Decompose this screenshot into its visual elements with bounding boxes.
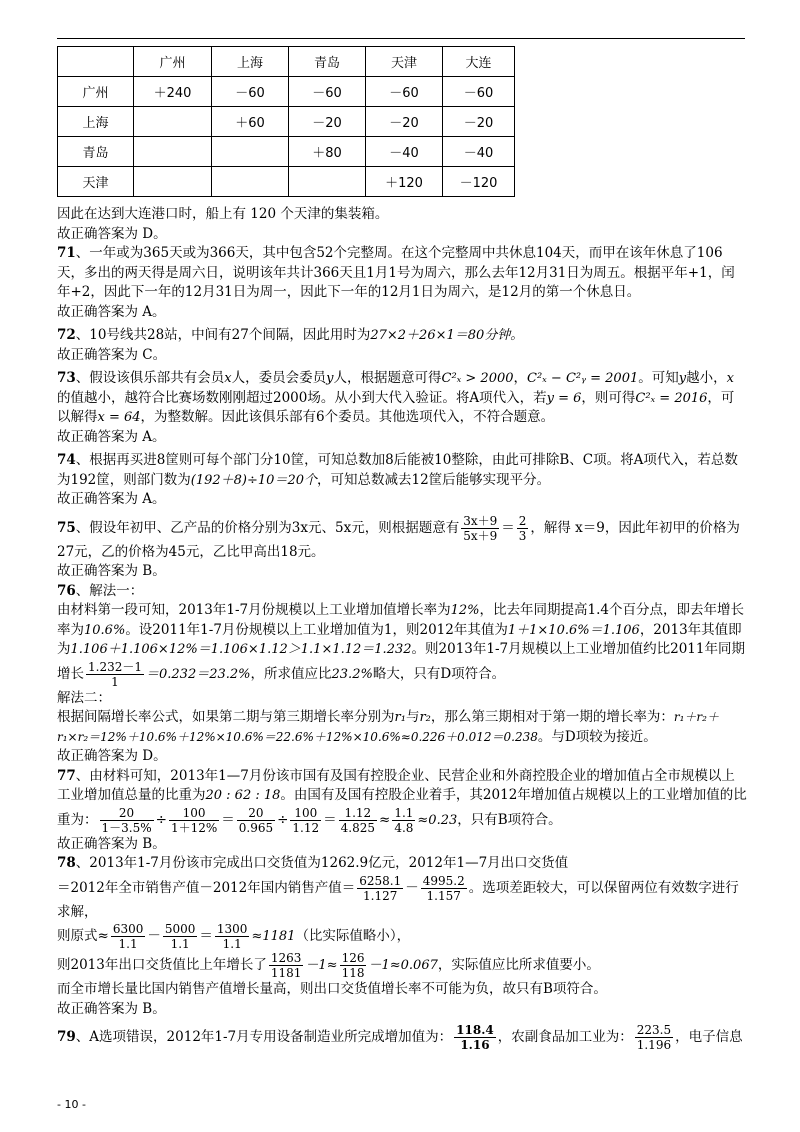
a77-ratio: 20 : 62 : 18 bbox=[205, 788, 281, 803]
a79-t2: ，农副食品加工业为： bbox=[497, 1029, 633, 1045]
a72-formula: 27×2＋26×1＝80分钟。 bbox=[370, 328, 524, 343]
table-cell: －60 bbox=[212, 77, 289, 107]
a79-frac1 bbox=[454, 1023, 496, 1052]
shipping-table bbox=[57, 46, 515, 197]
table-cell: 上海 bbox=[58, 107, 134, 137]
a76-f2: 1.106＋1.106×12%＝1.106×1.12＞1.1×1.12＝1.232 bbox=[70, 642, 412, 657]
table-cell: ＋240 bbox=[134, 77, 212, 107]
a78-g2n: 5000 bbox=[164, 922, 196, 936]
table-cell: ＋60 bbox=[212, 107, 289, 137]
a77-frac3 bbox=[237, 806, 275, 835]
a78-h1n: 1263 bbox=[270, 951, 302, 965]
a71-answer: 故正确答案为 A。 bbox=[57, 303, 166, 320]
a73-f5: x = 64 bbox=[97, 410, 141, 425]
a77-num: 77 bbox=[57, 767, 76, 784]
a78-frac2 bbox=[421, 874, 467, 903]
a76-fn: 1.232－1 bbox=[88, 659, 142, 674]
a74-text bbox=[57, 451, 747, 490]
a78-answer: 故正确答案为 B。 bbox=[57, 1000, 166, 1017]
table-row bbox=[58, 167, 515, 197]
a73-t6: 的值越小，越符合比赛场数刚刚超过2000场。从小到大代入验证。将A项代入，若 bbox=[57, 389, 547, 406]
a78-h4: －1≈0.067 bbox=[368, 958, 438, 973]
a73-t9: ，为整数解。因此该俱乐部有6个委员。其他选项代入，不符合题意。 bbox=[140, 409, 555, 425]
table-row bbox=[58, 107, 515, 137]
a74-formula: (192＋8)÷10＝20个 bbox=[190, 472, 317, 488]
a70-answer: 故正确答案为 D。 bbox=[57, 225, 167, 242]
table-cell bbox=[212, 137, 289, 167]
table-cell: 青岛 bbox=[58, 137, 134, 167]
table-cell bbox=[289, 167, 366, 197]
a79-text bbox=[57, 1023, 747, 1052]
a76-t1: 由材料第一段可知，2013年1-7月份规模以上工业增加值增长率为 bbox=[57, 602, 451, 618]
a77-div1: ÷ bbox=[155, 811, 167, 828]
a78-line2 bbox=[57, 874, 747, 923]
a77-tail: ≈0.23 bbox=[417, 812, 458, 828]
a76-method2-head: 解法二： bbox=[57, 689, 111, 706]
answer-content bbox=[57, 205, 747, 1052]
a73-vx: x bbox=[224, 371, 232, 386]
a77-frac1 bbox=[100, 806, 154, 835]
a76-t0: 、解法一： bbox=[75, 582, 144, 599]
table-cell: －20 bbox=[289, 107, 366, 137]
a78-t3: 。选项差距较大，可以保留两位有效数字进行求解， bbox=[57, 879, 739, 920]
a77-f1n: 20 bbox=[100, 806, 154, 821]
a77-div2: ÷ bbox=[277, 811, 289, 828]
page-number: - 10 - bbox=[57, 1098, 86, 1111]
a75-frac1 bbox=[461, 514, 499, 543]
table-cell bbox=[212, 167, 289, 197]
a77-f6n: 1.1 bbox=[394, 805, 414, 820]
a73-t2: 人，委员会委员 bbox=[231, 370, 327, 386]
a78-h3n: 126 bbox=[341, 951, 365, 965]
a72-text bbox=[57, 326, 747, 346]
a77-f5d: 4.825 bbox=[340, 820, 375, 835]
table-cell: ＋120 bbox=[366, 167, 443, 197]
a78-num: 78 bbox=[57, 855, 76, 871]
a76-t11: 。与D项较为接近。 bbox=[537, 728, 657, 745]
a73-t8: ，可以解得 bbox=[57, 389, 735, 425]
table-cell bbox=[134, 137, 212, 167]
table-cell: －40 bbox=[366, 137, 443, 167]
table-cell: 广州 bbox=[58, 77, 134, 107]
a73-t5: 越小， bbox=[686, 370, 727, 386]
a78-t1: 、2013年1-7月份该市完成出口交货值为1262.9亿元，2012年1—7月出口交货值 bbox=[75, 855, 569, 871]
a77-frac4 bbox=[290, 806, 321, 835]
a78-f1d: 1.127 bbox=[363, 888, 398, 903]
table-cell: 青岛 bbox=[289, 47, 366, 77]
a77-eq2: ＝ bbox=[323, 811, 337, 828]
a72-answer: 故正确答案为 C。 bbox=[57, 346, 167, 363]
a77-f2d: 1＋12% bbox=[170, 820, 218, 835]
a76-and: 与 bbox=[405, 709, 420, 725]
a72-body: 、10号线共28站，中间有27个间隔，因此用时为 bbox=[75, 327, 371, 343]
a74-t2: ，可知总数减去12筐后能够实现平分。 bbox=[317, 471, 551, 488]
a75-rd: 3 bbox=[518, 528, 527, 543]
a76-p2: 10.6% bbox=[84, 622, 126, 638]
a75-fd: 5x＋9 bbox=[463, 528, 498, 543]
a79-f1d: 1.16 bbox=[460, 1038, 490, 1052]
a79-num: 79 bbox=[57, 1029, 76, 1045]
a78-t5: （比实际值略小）， bbox=[295, 928, 411, 944]
a76-r1: r₁ bbox=[394, 710, 406, 725]
a74-t1: 、根据再买进8筐则可每个部门分10筐，可知总数加8后能被10整除，由此可排除B、C项。将A项代入，若总数为192筐，则部门数为 bbox=[57, 452, 738, 488]
a77-frac5 bbox=[339, 806, 377, 835]
a76-t3: 。设2011年1-7月份规模以上工业增加值为1，则2012年其值为 bbox=[125, 621, 508, 638]
a78-frac3 bbox=[111, 922, 146, 951]
table-row bbox=[58, 137, 515, 167]
a78-f2n: 4995.2 bbox=[422, 873, 465, 888]
a78-f1n: 6258.1 bbox=[359, 873, 402, 888]
a77-f2n: 100 bbox=[169, 806, 219, 821]
a73-f4: C²ₓ = 2016 bbox=[635, 390, 708, 406]
a78-g1n: 6300 bbox=[112, 922, 144, 936]
a79-f2n: 223.5 bbox=[636, 1023, 672, 1037]
a76-frac bbox=[86, 660, 144, 689]
a74-answer: 故正确答案为 A。 bbox=[57, 491, 166, 507]
a73-sep: ， bbox=[513, 370, 528, 386]
a77-f3n: 20 bbox=[237, 806, 275, 821]
a79-t1: 、A选项错误，2012年1-7月专用设备制造业所完成增加值为： bbox=[75, 1029, 453, 1045]
table-cell: ＋80 bbox=[289, 137, 366, 167]
a78-minus2: － bbox=[147, 928, 161, 944]
table-cell: 天津 bbox=[366, 47, 443, 77]
a78-t6: 则2013年出口交货值比上年增长了 bbox=[57, 957, 267, 973]
a78-g1d: 1.1 bbox=[118, 937, 138, 951]
table-cell: 天津 bbox=[58, 167, 134, 197]
a78-t7: ，实际值应比所求值要小。 bbox=[437, 957, 600, 973]
table-cell: －120 bbox=[443, 167, 515, 197]
a78-eq: ＝ bbox=[199, 928, 213, 944]
a74-num: 74 bbox=[57, 452, 76, 468]
a78-g4: ≈1181 bbox=[251, 929, 296, 944]
table-cell: 上海 bbox=[212, 47, 289, 77]
a78-frac5 bbox=[215, 922, 250, 951]
a76-t2: ，比去年同期提高1.4个百分点，即去年增长率为 bbox=[57, 602, 744, 638]
a75-frac2 bbox=[517, 514, 529, 543]
a75-t1: 、假设年初甲、乙产品的价格分别为3x元、5x元，则根据题意有 bbox=[75, 519, 460, 536]
a77-t3: ，只有B项符合。 bbox=[457, 811, 562, 828]
table-header-row bbox=[58, 47, 515, 77]
a75-fn: 3x＋9 bbox=[463, 513, 498, 528]
a78-g2d: 1.1 bbox=[170, 937, 190, 951]
a76-t7: 略大，只有D项符合。 bbox=[372, 665, 506, 682]
a78-text bbox=[57, 854, 747, 874]
a78-frac1 bbox=[357, 874, 403, 903]
a73-vx2: x bbox=[726, 371, 734, 386]
a78-h3d: 118 bbox=[341, 966, 365, 980]
a79-frac2 bbox=[635, 1023, 673, 1052]
table-cell: －60 bbox=[443, 77, 515, 107]
a78-line3 bbox=[57, 922, 747, 951]
a79-f2d: 1.196 bbox=[636, 1038, 672, 1052]
a77-approx: ≈ bbox=[379, 811, 391, 828]
a73-vy: y bbox=[326, 371, 334, 386]
a77-frac2 bbox=[169, 806, 219, 835]
table-cell: －20 bbox=[443, 107, 515, 137]
a75-text bbox=[57, 514, 747, 563]
a76-p3: 23.2% bbox=[331, 666, 373, 682]
a77-text bbox=[57, 767, 747, 835]
a78-minus: － bbox=[405, 879, 419, 896]
a76-t6: ，所求值应比 bbox=[250, 665, 332, 682]
a76-t5: 。则2013年1-7月规模以上工业增加值约比2011年同期增长 bbox=[57, 641, 745, 682]
a76-t9: 根据间隔增长率公式，如果第二期与第三期增长率分别为 bbox=[57, 709, 395, 725]
a78-h1d: 1181 bbox=[270, 966, 302, 980]
a78-frac6 bbox=[269, 951, 304, 980]
a77-t1: 、由材料可知，2013年1—7月份该市国有及国有控股企业、民营企业和外商控股企业的增加值占全市规模以上工业增加值总量的比重为 bbox=[57, 767, 735, 803]
a75-num: 75 bbox=[57, 519, 76, 536]
table-cell: －40 bbox=[443, 137, 515, 167]
table-cell: 大连 bbox=[443, 47, 515, 77]
a79-t3: ，电子信息 bbox=[675, 1029, 743, 1045]
a73-f1: C²ₓ > 2000 bbox=[441, 371, 514, 386]
a77-eq: ＝ bbox=[221, 811, 235, 828]
a75-t2: ，解得 x＝9，因此年初甲的价格为27元，乙的价格为45元，乙比甲高出18元。 bbox=[57, 519, 740, 560]
a78-frac4 bbox=[163, 922, 198, 951]
a77-f6d: 4.8 bbox=[394, 820, 414, 835]
table-cell: －20 bbox=[366, 107, 443, 137]
a78-t4: 则原式≈ bbox=[57, 928, 109, 944]
table-cell: －60 bbox=[366, 77, 443, 107]
a77-frac6 bbox=[392, 806, 415, 835]
a77-f4n: 100 bbox=[290, 806, 321, 821]
a73-vy2: y bbox=[678, 371, 687, 386]
a77-answer: 故正确答案为 B。 bbox=[57, 835, 166, 852]
a76-fd: 1 bbox=[111, 674, 119, 689]
a76-method2 bbox=[57, 708, 747, 747]
table-cell bbox=[134, 107, 212, 137]
a76-method1 bbox=[57, 601, 747, 689]
a79-f1n: 118.4 bbox=[456, 1023, 494, 1037]
a76-f3: ＝0.232＝23.2% bbox=[146, 666, 251, 682]
a77-f3d: 0.965 bbox=[238, 820, 274, 835]
a71-num: 71 bbox=[57, 245, 76, 261]
a78-g3n: 1300 bbox=[216, 922, 248, 936]
a77-t2: 。由国有及国有控股企业着手，其2012年增加值占规模以上的工业增加值的比重为： bbox=[57, 787, 747, 828]
table-cell: －60 bbox=[289, 77, 366, 107]
a73-num: 73 bbox=[57, 370, 76, 386]
table-row bbox=[58, 77, 515, 107]
a78-line4 bbox=[57, 951, 747, 980]
a70-text: 因此在达到大连港口时，船上有 120 个天津的集装箱。 bbox=[57, 206, 389, 222]
a76-p1: 12% bbox=[450, 603, 480, 618]
a71-text bbox=[57, 244, 747, 303]
a76-r2: r₂ bbox=[419, 710, 431, 725]
a76-t4: ，2013年其值即为 bbox=[57, 621, 742, 657]
a76-f1: 1＋1×10.6%＝1.106 bbox=[507, 622, 640, 638]
a78-g3d: 1.1 bbox=[222, 937, 242, 951]
a78-f2d: 1.157 bbox=[426, 888, 461, 903]
a76-num: 76 bbox=[57, 582, 76, 599]
a75-answer: 故正确答案为 B。 bbox=[57, 563, 166, 579]
table-cell bbox=[134, 167, 212, 197]
header-rule bbox=[57, 38, 745, 39]
a73-answer: 故正确答案为 A。 bbox=[57, 428, 166, 445]
a73-t3: 人，根据题意可得 bbox=[333, 370, 442, 386]
a73-t7: ，则可得 bbox=[581, 389, 636, 406]
a73-text bbox=[57, 369, 747, 428]
a76-t10: ，那么第三期相对于第一期的增长率为： bbox=[430, 709, 674, 725]
a73-t1: 、假设该俱乐部共有会员 bbox=[75, 370, 225, 386]
a73-t4: 。可知 bbox=[638, 370, 679, 386]
table-cell: 广州 bbox=[134, 47, 212, 77]
a75-eq: ＝ bbox=[501, 519, 515, 536]
a75-rn: 2 bbox=[518, 513, 527, 528]
a77-f1d: 1－3.5% bbox=[101, 820, 152, 835]
a73-f2: C²ₓ − C²ᵧ = 2001 bbox=[527, 371, 639, 386]
a78-line5: 而全市增长量比国内销售产值增长量高，则出口交货值增长率不可能为负，故只有B项符合。 bbox=[57, 981, 607, 997]
a71-body: 、一年或为365天或为366天，其中包含52个完整周。在这个完整周中共休息104天，而甲在该年休息了106天，多出的两天得是周六日，说明该年共计366天且1月1号为周六，那么去年12月31日为周五。根据平年+1，闰年+2，因此下一年的12月31日为周一，因此下一年的12月1日为周六，是12月的第一个休息日。 bbox=[57, 245, 735, 300]
a78-h2: －1≈ bbox=[305, 958, 338, 973]
table-cell bbox=[58, 47, 134, 77]
a77-f4d: 1.12 bbox=[292, 820, 320, 835]
a73-f3: y = 6 bbox=[546, 390, 582, 406]
a77-f5n: 1.12 bbox=[339, 806, 377, 821]
a78-frac7 bbox=[340, 951, 367, 980]
a76-f4: r₁＋r₂＋r₁×r₂＝12%＋10.6%＋12%×10.6%＝22.6%＋12%×10.6%≈0.226＋0.012＝0.238 bbox=[57, 710, 719, 744]
a72-num: 72 bbox=[57, 327, 76, 343]
a78-t2: ＝2012年全市销售产值－2012年国内销售产值＝ bbox=[57, 879, 356, 896]
a76-head bbox=[57, 582, 747, 602]
a76-answer: 故正确答案为 D。 bbox=[57, 748, 167, 764]
